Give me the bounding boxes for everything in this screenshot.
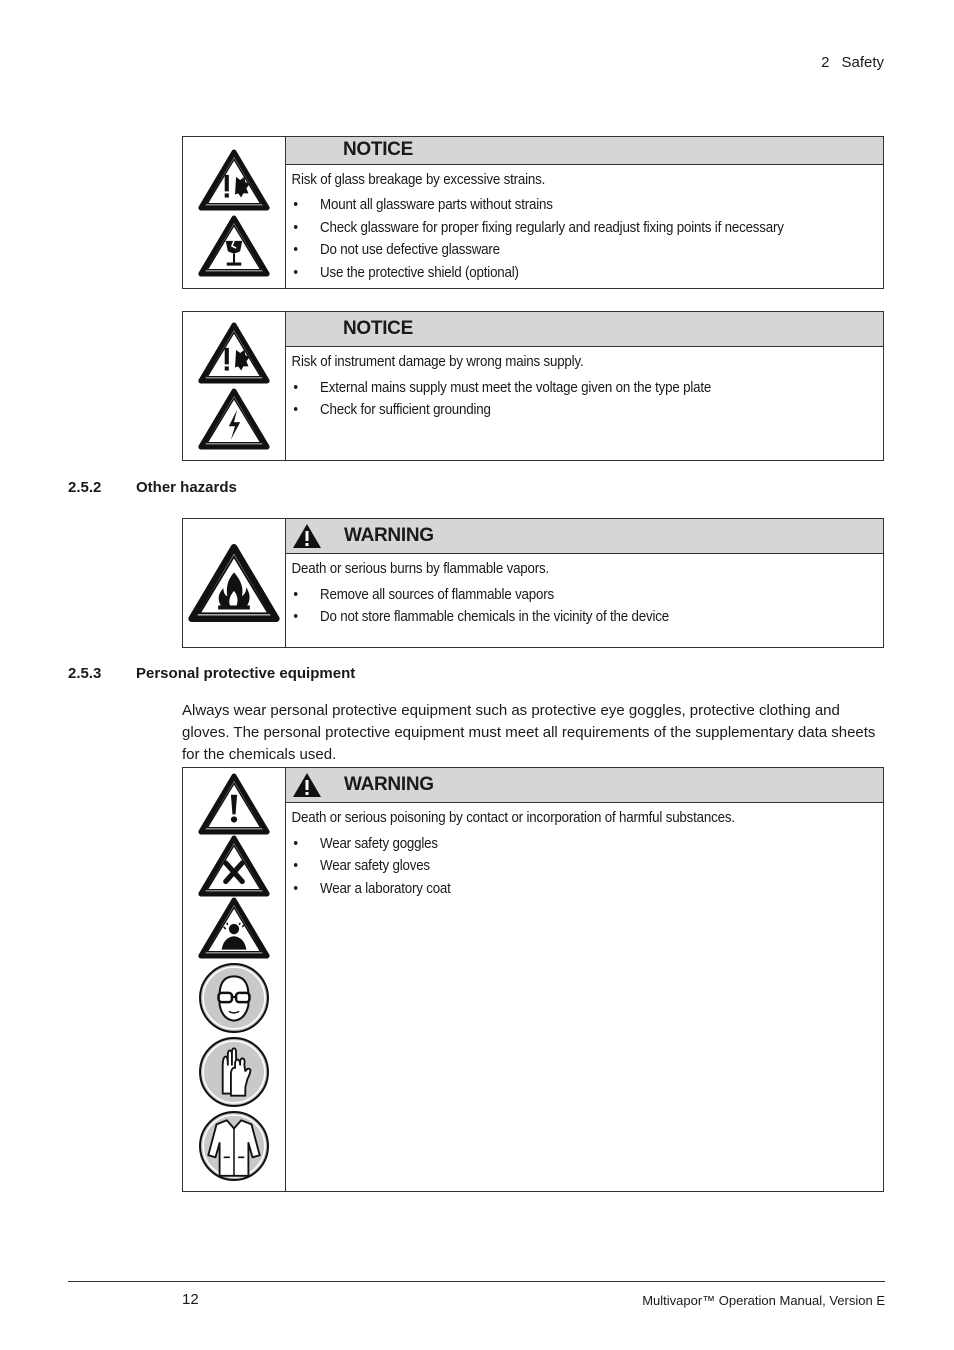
warning-title-bar <box>286 768 883 803</box>
warning-description: Death or serious burns by flammable vapors. <box>291 561 550 577</box>
list-item: • Do not store flammable chemicals in the vicinity of the device <box>292 606 830 629</box>
list-item: • Wear safety gloves <box>292 855 830 878</box>
notice-description: Risk of glass breakage by excessive strains. <box>291 171 546 188</box>
section-heading-ppe <box>68 665 355 682</box>
lab-coat-icon <box>198 1110 270 1182</box>
notice-instruction-list <box>292 194 830 284</box>
equipment-damage-warning-icon <box>198 148 270 212</box>
warning-instruction-list <box>292 833 830 901</box>
icon-column <box>183 137 286 288</box>
icon-column <box>183 312 286 460</box>
list-item: • Check glassware for proper fixing regularly and readjust fixing points if necessary <box>292 217 830 240</box>
section-title: Other hazards <box>136 479 237 496</box>
icon-column <box>183 768 286 1191</box>
section-number: 2.5.3 <box>68 665 102 682</box>
warning-box-flammable <box>182 518 884 648</box>
notice-box-mains-supply <box>182 311 884 461</box>
list-item: • Wear safety goggles <box>292 833 830 856</box>
list-item: • Mount all glassware parts without strains <box>292 194 830 217</box>
safety-goggles-icon <box>198 962 270 1034</box>
section-number: 2.5.2 <box>68 479 102 496</box>
safety-gloves-icon <box>198 1036 270 1108</box>
warning-triangle-icon <box>292 772 322 798</box>
footer-divider <box>68 1281 885 1282</box>
warning-title: WARNING <box>344 525 434 546</box>
warning-triangle-icon <box>292 523 322 549</box>
warning-title: WARNING <box>344 774 434 795</box>
notice-instruction-list <box>292 377 830 422</box>
list-item: • Use the protective shield (optional) <box>292 262 830 285</box>
warning-description: Death or serious poisoning by contact or incorporation of harmful substances. <box>291 810 735 826</box>
warning-box-harmful-substances <box>182 767 884 1192</box>
running-header <box>821 54 884 71</box>
harmful-substance-icon <box>198 834 270 898</box>
warning-title-bar <box>286 519 883 554</box>
equipment-damage-warning-icon <box>198 321 270 385</box>
list-item: • Remove all sources of flammable vapors <box>292 584 830 607</box>
chapter-title: Safety <box>841 54 884 71</box>
icon-column <box>183 519 286 647</box>
list-item: • Check for sufficient grounding <box>292 399 830 422</box>
list-item: • Do not use defective glassware <box>292 239 830 262</box>
notice-box-glass-breakage <box>182 136 884 289</box>
electrical-hazard-icon <box>198 387 270 451</box>
section-title: Personal protective equipment <box>136 665 356 682</box>
general-warning-icon <box>198 772 270 836</box>
section-heading-other-hazards <box>68 479 237 496</box>
notice-title-bar <box>286 312 883 347</box>
ppe-paragraph: Always wear personal protective equipment such as protective eye goggles, protective clothing and gloves. The personal protective equipment must meet all requirements of the supplementary data sheets for the chemicals used. <box>182 702 876 763</box>
fragile-glass-warning-icon <box>198 214 270 278</box>
corrosive-hazard-icon <box>198 896 270 960</box>
notice-title: NOTICE <box>343 139 413 161</box>
list-item: • External mains supply must meet the voltage given on the type plate <box>292 377 830 400</box>
notice-description: Risk of instrument damage by wrong mains supply. <box>291 354 584 370</box>
notice-title: NOTICE <box>343 318 413 339</box>
chapter-number: 2 <box>821 54 830 71</box>
flammable-hazard-icon <box>188 542 280 624</box>
document-title: Multivapor™ Operation Manual, Version E <box>642 1293 885 1308</box>
warning-instruction-list <box>292 584 830 629</box>
list-item: • Wear a laboratory coat <box>292 878 830 901</box>
page-number: 12 <box>182 1291 199 1308</box>
notice-title-bar <box>286 137 883 165</box>
